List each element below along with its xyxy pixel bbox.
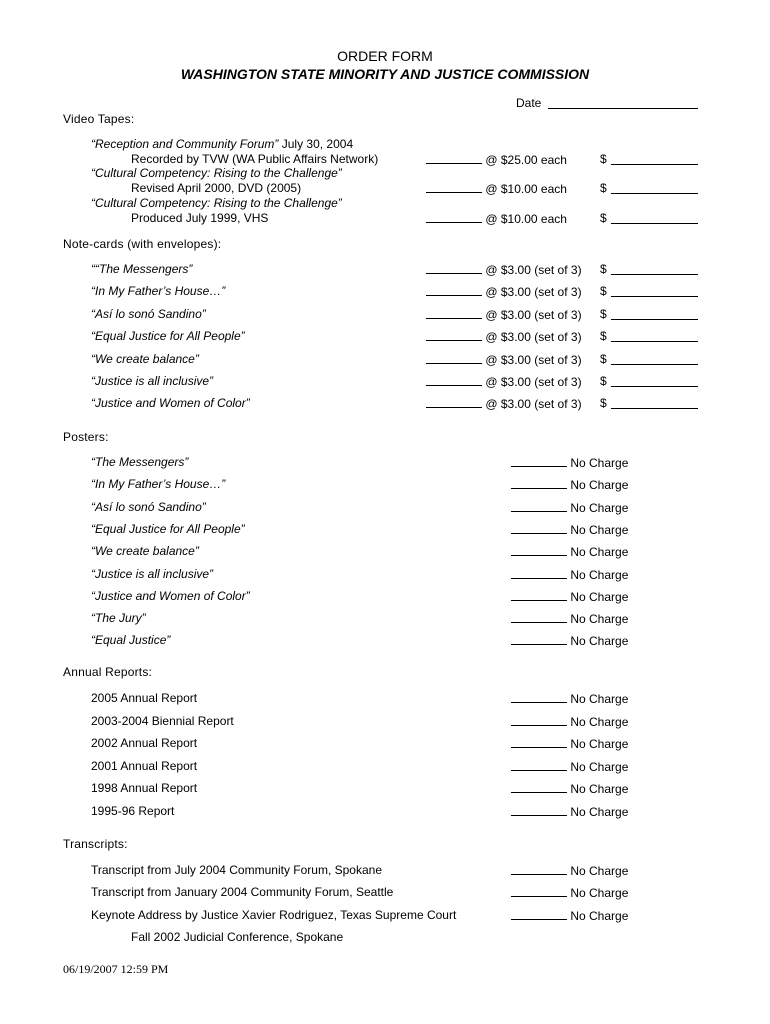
currency-symbol: $ xyxy=(600,374,607,388)
quantity-field[interactable] xyxy=(511,544,567,556)
video-title: “Reception and Community Forum” xyxy=(91,137,279,151)
price: @ $10.00 each xyxy=(485,182,567,196)
posters-item-label: “We create balance” xyxy=(91,544,199,559)
currency-symbol: $ xyxy=(600,351,607,366)
video-title-suffix: July 30, 2004 xyxy=(278,137,354,151)
price: @ $3.00 (set of 3) xyxy=(485,330,582,345)
quantity-field[interactable] xyxy=(511,691,567,703)
reports-item-label: 1998 Annual Report xyxy=(91,781,198,795)
no-charge-label: No Charge xyxy=(570,864,629,878)
print-timestamp: 06/19/2007 12:59 PM xyxy=(63,962,169,976)
currency-symbol: $ xyxy=(600,181,607,195)
reports-item-label: 2003-2004 Biennial Report xyxy=(91,713,234,728)
price: @ $25.00 each xyxy=(485,153,567,167)
no-charge-label: No Charge xyxy=(570,545,629,560)
quantity-field[interactable] xyxy=(426,181,482,193)
amount-field[interactable] xyxy=(611,295,698,297)
no-charge-label: No Charge xyxy=(570,567,629,582)
no-charge-label: No Charge xyxy=(570,634,629,649)
posters-item-label: “Justice and Women of Color” xyxy=(91,588,250,603)
section-heading-posters: Posters: xyxy=(63,430,109,444)
quantity-field[interactable] xyxy=(511,455,567,467)
amount-field[interactable] xyxy=(611,318,698,320)
amount-field[interactable] xyxy=(611,363,698,365)
price: @ $3.00 (set of 3) xyxy=(485,375,582,389)
amount-field[interactable] xyxy=(611,407,698,409)
quantity-field[interactable] xyxy=(426,284,482,296)
price: @ $3.00 (set of 3) xyxy=(485,307,582,322)
posters-item-label: “In My Father’s House…” xyxy=(91,477,226,492)
video-title: “Cultural Competency: Rising to the Challenge” xyxy=(91,196,342,210)
price: @ $3.00 (set of 3) xyxy=(485,352,582,367)
page-title: ORDER FORM xyxy=(337,48,433,64)
price: @ $3.00 (set of 3) xyxy=(485,397,582,412)
quantity-field[interactable] xyxy=(511,781,567,793)
no-charge-label: No Charge xyxy=(570,759,629,774)
notecard-title: “Así lo sonó Sandino” xyxy=(91,306,206,321)
video-detail: Revised April 2000, DVD (2005) xyxy=(131,181,302,195)
posters-item-label: “Así lo sonó Sandino” xyxy=(91,499,206,514)
currency-symbol: $ xyxy=(600,152,607,166)
quantity-field[interactable] xyxy=(426,152,482,164)
quantity-field[interactable] xyxy=(426,211,482,223)
posters-item-label: “The Jury” xyxy=(91,611,146,626)
no-charge-label: No Charge xyxy=(570,692,629,706)
quantity-field[interactable] xyxy=(511,759,567,771)
quantity-field[interactable] xyxy=(511,908,567,920)
amount-field[interactable] xyxy=(611,385,698,387)
posters-item-label: “Justice is all inclusive” xyxy=(91,566,214,581)
page-subtitle: WASHINGTON STATE MINORITY AND JUSTICE COMMISSION xyxy=(180,66,590,82)
no-charge-label: No Charge xyxy=(570,589,629,604)
date-field[interactable] xyxy=(548,107,698,109)
no-charge-label: No Charge xyxy=(570,522,629,537)
reports-item-label: 2005 Annual Report xyxy=(91,691,198,705)
quantity-field[interactable] xyxy=(511,736,567,748)
quantity-field[interactable] xyxy=(426,262,482,274)
posters-item-label: “The Messengers” xyxy=(91,455,189,469)
quantity-field[interactable] xyxy=(511,863,567,875)
quantity-field[interactable] xyxy=(511,522,567,534)
notecard-title: “Equal Justice for All People” xyxy=(91,329,245,344)
section-heading-video: Video Tapes: xyxy=(63,112,135,126)
transcripts-item-label: Transcript from July 2004 Community Forum, Spokane xyxy=(91,863,382,877)
notecard-title: ““The Messengers” xyxy=(91,262,193,276)
quantity-field[interactable] xyxy=(511,611,567,623)
currency-symbol: $ xyxy=(600,396,607,411)
quantity-field[interactable] xyxy=(426,329,482,341)
quantity-field[interactable] xyxy=(426,396,482,408)
section-heading-reports: Annual Reports: xyxy=(63,665,153,679)
quantity-field[interactable] xyxy=(511,567,567,579)
transcript-detail: Fall 2002 Judicial Conference, Spokane xyxy=(131,930,344,944)
notecard-title: “We create balance” xyxy=(91,351,199,366)
reports-item-label: 2001 Annual Report xyxy=(91,758,198,773)
quantity-field[interactable] xyxy=(511,885,567,897)
price: @ $3.00 (set of 3) xyxy=(485,263,582,277)
notecard-title: “In My Father’s House…” xyxy=(91,284,226,299)
no-charge-label: No Charge xyxy=(570,456,629,470)
posters-item-label: “Equal Justice” xyxy=(91,633,171,648)
currency-symbol: $ xyxy=(600,284,607,299)
notecard-title: “Justice and Women of Color” xyxy=(91,396,250,411)
price: @ $10.00 each xyxy=(485,212,567,226)
no-charge-label: No Charge xyxy=(570,714,629,729)
video-detail: Recorded by TVW (WA Public Affairs Network) xyxy=(131,152,379,166)
quantity-field[interactable] xyxy=(511,589,567,601)
currency-symbol: $ xyxy=(600,306,607,321)
price: @ $3.00 (set of 3) xyxy=(485,285,582,300)
no-charge-label: No Charge xyxy=(570,908,629,923)
amount-field[interactable] xyxy=(611,273,698,275)
amount-field[interactable] xyxy=(611,222,698,224)
no-charge-label: No Charge xyxy=(570,886,629,901)
video-title: “Cultural Competency: Rising to the Challenge” xyxy=(91,166,342,180)
no-charge-label: No Charge xyxy=(570,612,629,627)
posters-item-label: “Equal Justice for All People” xyxy=(91,521,245,536)
quantity-field[interactable] xyxy=(426,307,482,319)
amount-field[interactable] xyxy=(611,340,698,342)
quantity-field[interactable] xyxy=(426,352,482,364)
section-heading-transcripts: Transcripts: xyxy=(63,837,128,851)
no-charge-label: No Charge xyxy=(570,782,629,796)
section-heading-notecards: Note-cards (with envelopes): xyxy=(63,237,222,251)
quantity-field[interactable] xyxy=(511,714,567,726)
no-charge-label: No Charge xyxy=(570,478,629,493)
date-label: Date xyxy=(516,96,542,110)
quantity-field[interactable] xyxy=(511,500,567,512)
amount-field[interactable] xyxy=(611,163,698,165)
no-charge-label: No Charge xyxy=(570,500,629,515)
currency-symbol: $ xyxy=(600,329,607,344)
reports-item-label: 1995-96 Report xyxy=(91,803,175,818)
transcripts-item-label: Transcript from January 2004 Community Forum, Seattle xyxy=(91,885,394,900)
no-charge-label: No Charge xyxy=(570,804,629,819)
quantity-field[interactable] xyxy=(511,477,567,489)
reports-item-label: 2002 Annual Report xyxy=(91,736,198,750)
video-detail: Produced July 1999, VHS xyxy=(131,211,269,225)
amount-field[interactable] xyxy=(611,192,698,194)
currency-symbol: $ xyxy=(600,211,607,225)
no-charge-label: No Charge xyxy=(570,737,629,751)
transcripts-item-label: Keynote Address by Justice Xavier Rodriguez, Texas Supreme Court xyxy=(91,907,457,922)
quantity-field[interactable] xyxy=(511,804,567,816)
currency-symbol: $ xyxy=(600,262,607,276)
quantity-field[interactable] xyxy=(511,633,567,645)
quantity-field[interactable] xyxy=(426,374,482,386)
notecard-title: “Justice is all inclusive” xyxy=(91,374,214,388)
